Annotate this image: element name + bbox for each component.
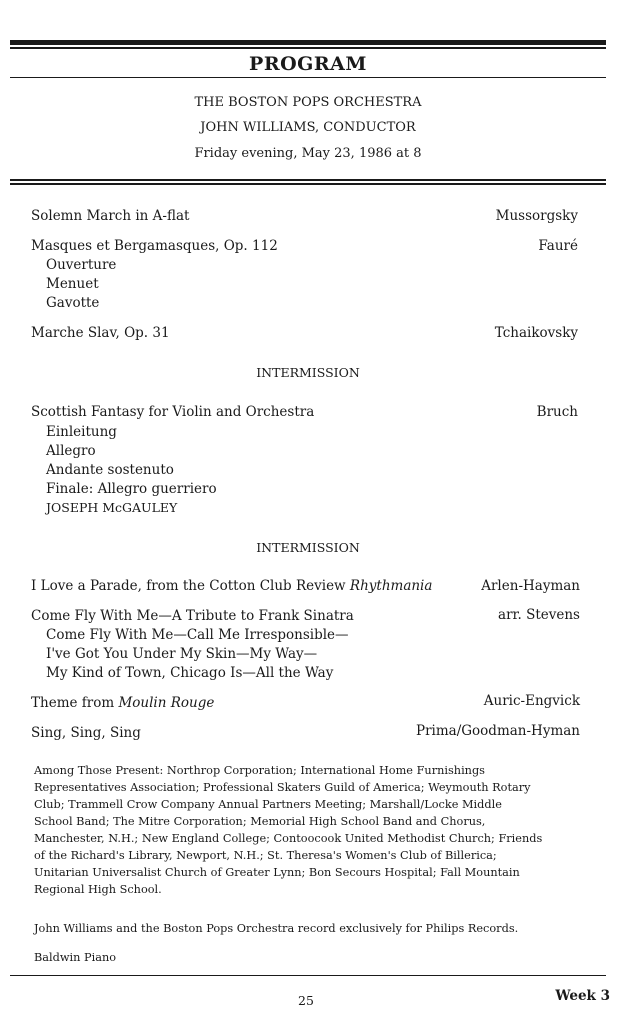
program-item-title-text: I Love a Parade, from the Cotton Club Review: [31, 578, 350, 594]
top-rule-thin: [10, 47, 606, 49]
note-line: Representatives Association; Professional Skaters Guild of America; Weymouth Rotary: [34, 781, 531, 794]
title-rule: [10, 77, 606, 78]
records-note: John Williams and the Boston Pops Orchestra record exclusively for Philips Records.: [34, 922, 519, 935]
piano-note: Baldwin Piano: [34, 951, 117, 964]
page-title: PROGRAM: [249, 53, 367, 75]
soloist: JOSEPH McGAULEY: [46, 500, 178, 515]
movement: My Kind of Town, Chicago Is—All the Way: [46, 665, 334, 681]
note-line: School Band; The Mitre Corporation; Memorial High School Band and Chorus,: [34, 815, 486, 828]
note-line: Club; Trammell Crow Company Annual Partners Meeting; Marshall/Locke Middle: [34, 798, 502, 811]
movement: Allegro: [46, 443, 96, 459]
intermission-label: INTERMISSION: [256, 540, 360, 555]
movement: Ouverture: [46, 257, 117, 273]
top-rule-thick: [10, 40, 606, 45]
orchestra-name: THE BOSTON POPS ORCHESTRA: [194, 95, 422, 110]
footer-rule: [10, 975, 606, 976]
program-item-composer: Prima/Goodman-Hyman: [416, 723, 580, 739]
movement: Einleitung: [46, 424, 117, 440]
program-item-title-text: Theme from: [31, 695, 119, 711]
page-number: 25: [298, 993, 314, 1008]
program-item-composer: Tchaikovsky: [494, 325, 578, 341]
program-item-composer: Mussorgsky: [495, 208, 578, 224]
movement: Gavotte: [46, 295, 100, 311]
program-item-composer: arr. Stevens: [498, 607, 580, 623]
conductor-line: JOHN WILLIAMS, CONDUCTOR: [200, 120, 416, 135]
week-label: Week 3: [555, 988, 610, 1004]
among-those-present: [34, 762, 594, 898]
program-item-composer: Bruch: [536, 404, 578, 420]
program-item-title: Marche Slav, Op. 31: [31, 325, 170, 341]
movement: Finale: Allegro guerriero: [46, 481, 217, 497]
movement: Andante sostenuto: [46, 462, 174, 478]
program-item-title: Sing, Sing, Sing: [31, 725, 141, 741]
program-item-composer: Auric-Engvick: [483, 693, 580, 709]
program-item-title: Come Fly With Me—A Tribute to Frank Sinatra: [31, 608, 354, 624]
note-line: of the Richard's Library, Newport, N.H.; St. Theresa's Women's Club of Billerica;: [34, 849, 497, 862]
program-item-title: Masques et Bergamasques, Op. 112: [31, 238, 278, 254]
program-item-composer: Fauré: [538, 238, 578, 254]
program-item-title: Solemn March in A-flat: [31, 208, 190, 224]
header-rule-bottom: [10, 183, 606, 185]
program-item-title-italic: Moulin Rouge: [118, 695, 215, 711]
note-line: Among Those Present: Northrop Corporation; International Home Furnishings: [34, 764, 485, 777]
concert-date: Friday evening, May 23, 1986 at 8: [194, 146, 422, 161]
program-item-title: [31, 695, 214, 711]
program-item-title: Scottish Fantasy for Violin and Orchestra: [31, 404, 315, 420]
movement: Menuet: [46, 276, 99, 292]
movement: I've Got You Under My Skin—My Way—: [46, 646, 318, 662]
note-line: Regional High School.: [34, 883, 162, 896]
program-item-title-italic: Rhythmania: [349, 578, 433, 594]
program-item-composer: Arlen-Hayman: [481, 578, 580, 594]
program-item-title: [31, 578, 432, 594]
note-line: Unitarian Universalist Church of Greater Lynn; Bon Secours Hospital; Fall Mountain: [34, 866, 520, 879]
note-line: Manchester, N.H.; New England College; Contoocook United Methodist Church; Friends: [34, 832, 543, 845]
intermission-label: INTERMISSION: [256, 365, 360, 380]
movement: Come Fly With Me—Call Me Irresponsible—: [46, 627, 349, 643]
header-rule-top: [10, 179, 606, 181]
